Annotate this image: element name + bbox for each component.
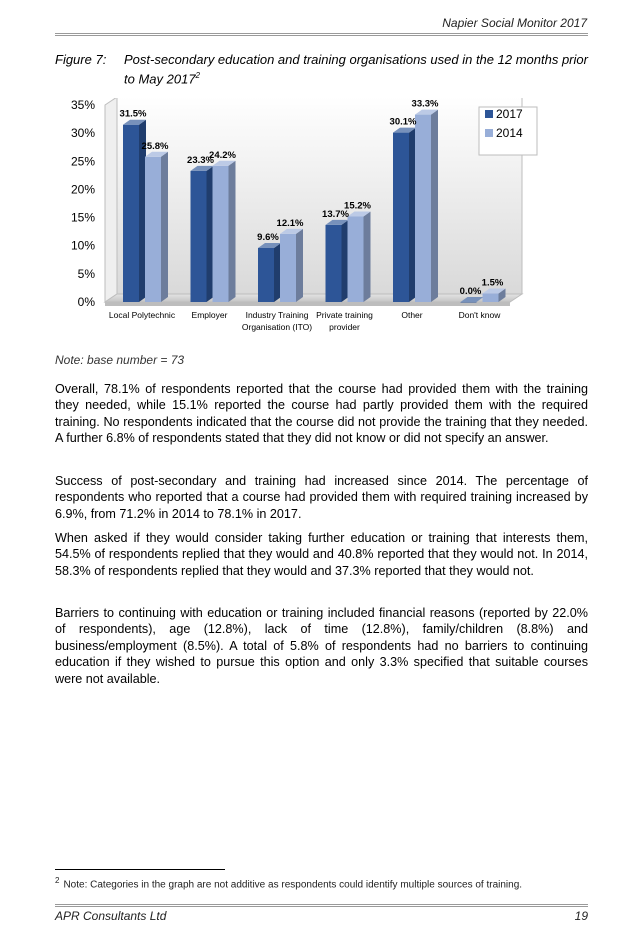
legend-label: 2014 — [496, 126, 523, 140]
paragraph: Barriers to continuing with education or training included financial reasons (reported by 22.0% of respondents), age (12.8%), lack of time (12.8%), family/children (8.8%) and business/employment (8.5%). A total of 5.8% of respondents had no barriers to continuing education if they wished to pursue this option and only 3.3% specified that suitable courses were not available. — [55, 606, 588, 686]
bar-front — [415, 115, 431, 302]
data-label: 1.5% — [481, 277, 504, 289]
data-label: 23.3% — [187, 154, 214, 166]
page-number: 19 — [574, 909, 588, 923]
y-tick-label: 15% — [70, 210, 95, 225]
x-category-label: Industry Training — [245, 310, 309, 320]
paragraph: When asked if they would consider taking further education or training that interests them, 54.5% of respondents replied that they would and 40.8% reported that they would not. In 2014, 58.3% of respondents replied that they would and 37.3% reported that they would not. — [55, 531, 588, 578]
y-tick-label: 25% — [70, 154, 95, 169]
y-axis-tick-labels — [71, 98, 95, 309]
y-tick-label: 30% — [70, 126, 95, 141]
legend — [479, 107, 537, 155]
y-tick-label: 35% — [70, 98, 95, 112]
x-axis-category-labels — [109, 310, 501, 332]
data-label: 31.5% — [119, 108, 147, 120]
x-category-label: Employer — [191, 310, 228, 320]
bar-side — [342, 220, 349, 302]
bar-side — [274, 243, 281, 302]
footnote-rule — [55, 869, 225, 870]
footnote-number: 2 — [55, 876, 60, 885]
figure-title-block — [124, 52, 588, 87]
footer-company: APR Consultants Ltd — [55, 909, 167, 923]
bar-front — [326, 225, 342, 302]
plot-back-wall — [117, 98, 522, 294]
bar-front — [191, 171, 207, 302]
bar-side — [409, 128, 416, 302]
x-category-label: Other — [401, 310, 423, 320]
footer-rule — [55, 904, 588, 907]
data-label: 33.3% — [411, 98, 439, 110]
bar-side — [296, 229, 303, 302]
data-label: 9.6% — [257, 231, 279, 243]
bar-side — [207, 166, 214, 302]
bar-front — [280, 234, 296, 302]
x-category-label: Local Polytechnic — [108, 310, 176, 320]
bar-side — [364, 211, 371, 302]
plot-side-wall — [105, 98, 117, 302]
footnote — [55, 876, 588, 890]
paragraph: Overall, 78.1% of respondents reported that the course had provided them with the training they needed, while 15.1% reported the course had partly provided them with the required training. No respondents indicated that the course did not provide the training that they needed. A further 6.8% of respondents stated that they did not know or did not specify an answer. — [55, 382, 588, 446]
bar-chart — [55, 98, 540, 346]
bar-side — [431, 110, 438, 302]
legend-swatch — [485, 110, 493, 118]
bar-front — [348, 216, 364, 302]
plot-floor-edge — [105, 302, 510, 306]
header-rule — [55, 33, 588, 36]
bar-front — [461, 302, 477, 303]
bar-front — [213, 166, 229, 302]
bar-front — [258, 248, 274, 302]
bar-front — [483, 294, 499, 302]
figure-label: Figure 7: — [55, 52, 107, 67]
data-label: 15.2% — [344, 200, 371, 212]
data-label: 24.2% — [209, 149, 236, 161]
legend-swatch — [485, 129, 493, 137]
y-tick-label: 20% — [70, 182, 95, 197]
figure-footnote-ref: 2 — [195, 71, 200, 80]
data-label: 12.1% — [276, 217, 304, 229]
legend-label: 2017 — [496, 107, 523, 121]
data-label: 13.7% — [322, 208, 349, 220]
y-tick-label: 0% — [77, 295, 95, 309]
paragraph: Success of post-secondary and training had increased since 2014. The percentage of respondents who reported that a course had provided them with required training increased by 6.9%, from 71.2% in 2014 to 78.1% in 2017. — [55, 474, 588, 521]
bar-side — [161, 152, 168, 302]
x-category-label: Private training — [316, 310, 373, 320]
footnote-text: Note: Categories in the graph are not additive as respondents could identify multiple sources of training. — [63, 879, 523, 891]
y-tick-label: 10% — [70, 238, 95, 253]
x-category-label: Organisation (ITO) — [241, 322, 313, 332]
running-header: Napier Social Monitor 2017 — [442, 16, 587, 30]
bar-side — [229, 161, 236, 302]
data-label: 30.1% — [389, 116, 417, 128]
figure-title: Post-secondary education and training organisations used in the 12 months prior to May 2017 — [124, 52, 588, 87]
bar-front — [393, 133, 409, 302]
bar-front — [123, 125, 139, 302]
data-label: 0.0% — [459, 286, 482, 297]
bar-front — [145, 157, 161, 302]
note-base-number: Note: base number = 73 — [55, 353, 185, 367]
x-category-label: provider — [329, 322, 360, 332]
data-label: 25.8% — [141, 140, 169, 152]
y-tick-label: 5% — [77, 266, 95, 281]
x-category-label: Don't know — [458, 310, 501, 320]
